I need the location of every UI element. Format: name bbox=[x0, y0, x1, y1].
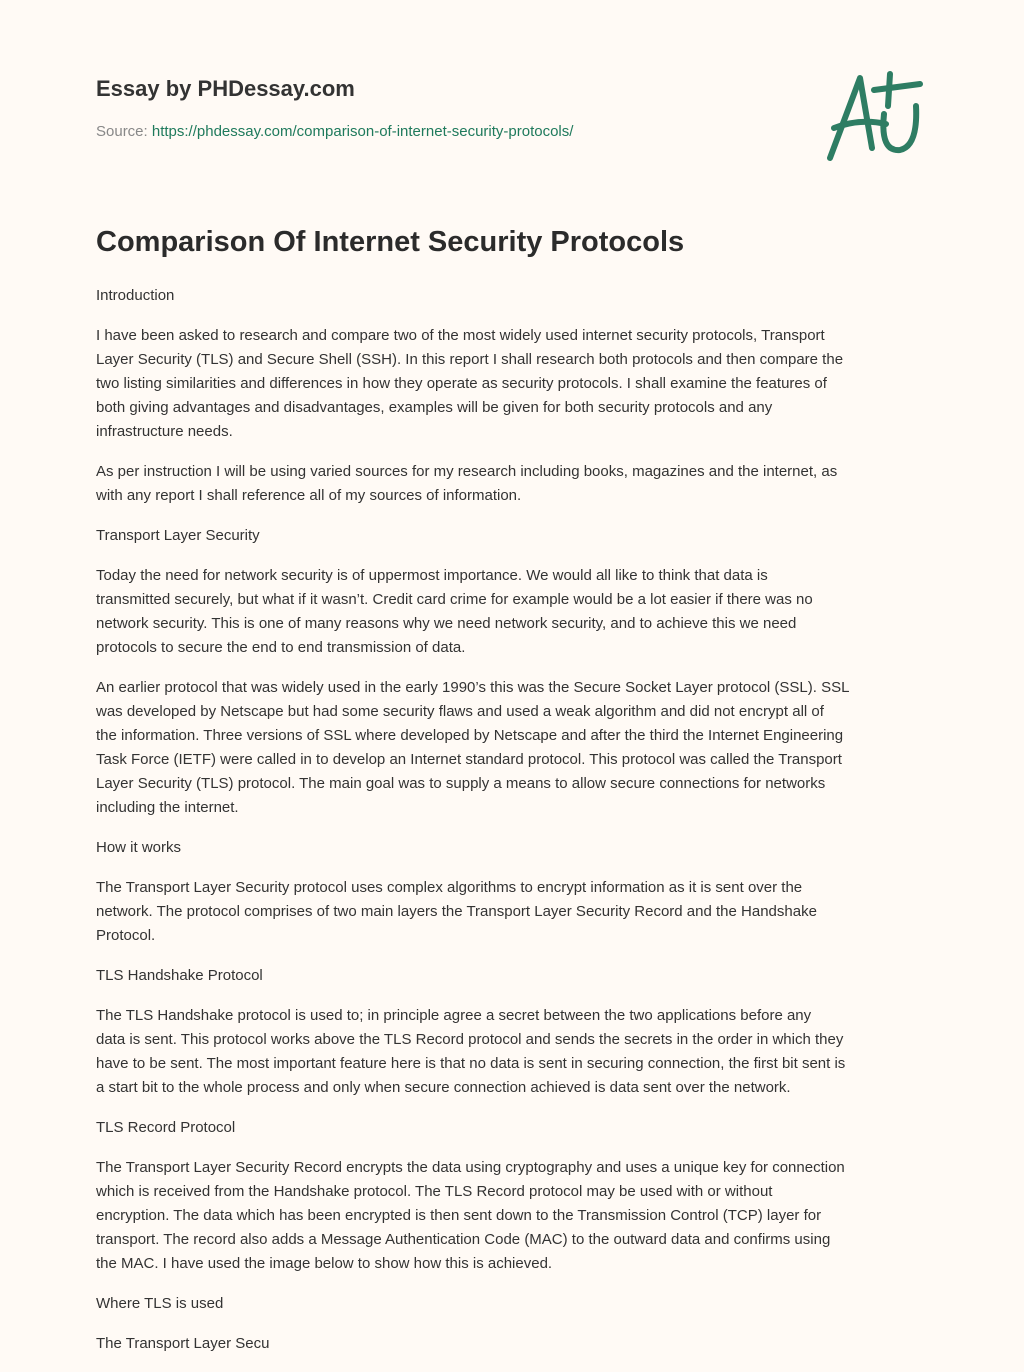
text-line: The TLS Handshake protocol is used to; in principle agree a secret between the two applications before any bbox=[96, 1007, 812, 1024]
text-line: including the internet. bbox=[96, 799, 239, 816]
paragraph bbox=[96, 1156, 936, 1276]
text-line: Where TLS is used bbox=[96, 1295, 224, 1312]
text-line: Introduction bbox=[96, 287, 175, 304]
section-heading bbox=[96, 1292, 936, 1316]
text-line: encryption. The data which has been encrypted is then sent down to the Transmission Control (TCP) layer for bbox=[96, 1207, 822, 1224]
section-heading bbox=[96, 284, 936, 308]
text-line: Task Force (IETF) were called in to develop an Internet standard protocol. This protocol was called the Transport bbox=[96, 751, 842, 768]
text-line: How it works bbox=[96, 839, 182, 856]
source-line bbox=[96, 123, 573, 140]
text-line: network security. This is one of many reasons why we need network security, and to achieve this we need bbox=[96, 615, 797, 632]
text-line: Protocol. bbox=[96, 927, 156, 944]
paragraph bbox=[96, 564, 936, 660]
text-line: transport. The record also adds a Message Authentication Code (MAC) to the outward data and confirms using bbox=[96, 1231, 831, 1248]
text-line: The Transport Layer Security protocol uses complex algorithms to encrypt information as it is sent over the bbox=[96, 879, 803, 896]
essay-body bbox=[96, 284, 936, 1372]
text-line: with any report I shall reference all of my sources of information. bbox=[96, 487, 522, 504]
section-heading bbox=[96, 964, 936, 988]
text-line: a start bit to the whole process and only when secure connection achieved is data sent over the network. bbox=[96, 1079, 791, 1096]
section-heading bbox=[96, 1332, 936, 1356]
brand-title: Essay by PHDessay.com bbox=[96, 76, 355, 101]
text-line: both giving advantages and disadvantages, examples will be given for both security protocols and any bbox=[96, 399, 773, 416]
paragraph bbox=[96, 324, 936, 444]
text-line: TLS Handshake Protocol bbox=[96, 967, 263, 984]
paragraph bbox=[96, 460, 936, 508]
section-heading bbox=[96, 524, 936, 548]
a-plus-logo-icon bbox=[820, 66, 930, 166]
text-line: protocols to secure the end to end transmission of data. bbox=[96, 639, 466, 656]
source-link[interactable]: https://phdessay.com/comparison-of-internet-security-protocols/ bbox=[151, 123, 574, 140]
text-line: The Transport Layer Secu bbox=[96, 1335, 270, 1352]
text-line: TLS Record Protocol bbox=[96, 1119, 236, 1136]
text-line: Today the need for network security is of uppermost importance. We would all like to think that data is bbox=[96, 567, 768, 584]
text-line: two listing similarities and differences in how they operate as security protocols. I shall examine the features of bbox=[96, 375, 827, 392]
text-line: An earlier protocol that was widely used in the early 1990’s this was the Secure Socket Layer protocol (SSL). SSL bbox=[96, 679, 850, 696]
text-line: Layer Security (TLS) protocol. The main goal was to supply a means to allow secure connections for networks bbox=[96, 775, 826, 792]
text-line: transmitted securely, but what if it wasn’t. Credit card crime for example would be a lot easier if there was no bbox=[96, 591, 813, 608]
text-line: The Transport Layer Security Record encrypts the data using cryptography and uses a unique key for connection bbox=[96, 1159, 845, 1176]
text-line: infrastructure needs. bbox=[96, 423, 233, 440]
section-heading bbox=[96, 1116, 936, 1140]
text-line: network. The protocol comprises of two main layers the Transport Layer Security Record and the Handshake bbox=[96, 903, 817, 920]
text-line: As per instruction I will be using varied sources for my research including books, magazines and the internet, as bbox=[96, 463, 838, 480]
section-heading bbox=[96, 836, 936, 860]
text-line: was developed by Netscape but had some security flaws and used a weak algorithm and did not encrypt all of bbox=[96, 703, 824, 720]
text-line: Layer Security (TLS) and Secure Shell (SSH). In this report I shall research both protocols and then compare the bbox=[96, 351, 844, 368]
paragraph bbox=[96, 1004, 936, 1100]
paragraph bbox=[96, 676, 936, 820]
source-label: Source: bbox=[96, 123, 152, 140]
text-line: the information. Three versions of SSL where developed by Netscape and after the third the Internet Engineering bbox=[96, 727, 844, 744]
page-title: Comparison Of Internet Security Protocols bbox=[96, 226, 685, 258]
text-line: which is received from the Handshake protocol. The TLS Record protocol may be used with or without bbox=[96, 1183, 773, 1200]
paragraph bbox=[96, 876, 936, 948]
text-line: the MAC. I have used the image below to show how this is achieved. bbox=[96, 1255, 553, 1272]
text-line: I have been asked to research and compare two of the most widely used internet security protocols, Transport bbox=[96, 327, 825, 344]
text-line: Transport Layer Security bbox=[96, 527, 260, 544]
text-line: have to be sent. The most important feature here is that no data is sent in securing connection, the first bit sent is bbox=[96, 1055, 846, 1072]
text-line: data is sent. This protocol works above the TLS Record protocol and sends the secrets in the order in which they bbox=[96, 1031, 844, 1048]
